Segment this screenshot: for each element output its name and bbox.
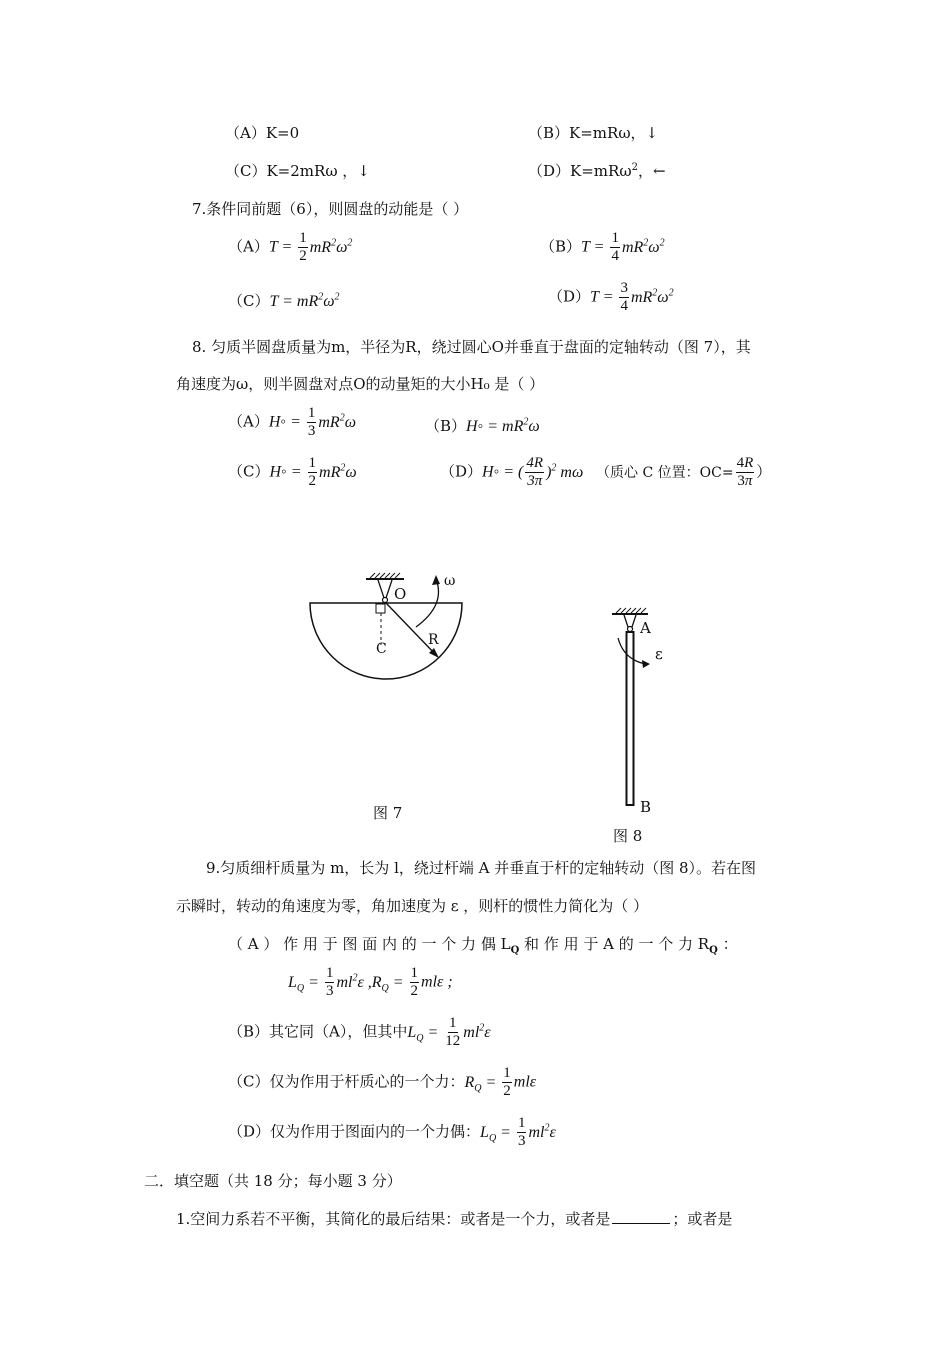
figure-7-label-c: C — [376, 641, 387, 657]
q6-option-a: （A）K=0 — [225, 124, 300, 142]
q9-option-c: （C）仅为作用于杆质心的一个力：$R_Q$ = $\frac{1}{2}$ mlε — [228, 1065, 537, 1099]
q6-option-b: （B）K=mRω，↓ — [528, 124, 659, 142]
q8-option-d: （D）H◦ = ( $\frac{4R}{3\pi}$ )$^2$ mω （质心 C 位置：OC= $\frac{4R}{3\pi}$ ） — [440, 455, 772, 489]
q7-stem: 7.条件同前题（6），则圆盘的动能是（ ） — [192, 200, 469, 218]
figure-7-label-omega: ω — [444, 573, 456, 589]
figure-7-label-o: O — [394, 585, 407, 603]
q9-option-a-text: （ A ） 作 用 于 图 面 内 的 一 个 力 偶 $L_Q$ 和 作 用 于 A 的 一 个 力 $R_Q$ ： — [228, 935, 738, 956]
q9-stem-line2: 示瞬时，转动的角速度为零，角加速度为 ε ，则杆的惯性力简化为（ ） — [176, 897, 649, 915]
q7-option-b: （B）T = $\frac{1}{4}$ $mR^2\omega^2$ — [540, 230, 665, 264]
q8-stem-line2: 角速度为ω，则半圆盘对点O的动量矩的大小H₀ 是（ ） — [176, 375, 545, 393]
q8-option-c: （C）H◦ = $\frac{1}{2}$ $mR^2\omega$ — [228, 455, 357, 489]
q8-option-b: （B）H◦ = $mR^2\omega$ — [425, 416, 540, 435]
figure-8-caption: 图 8 — [613, 827, 643, 845]
section-2-title: 二．填空题（共 18 分；每小题 3 分） — [144, 1172, 402, 1190]
q8-stem-line1: 8. 匀质半圆盘质量为m，半径为R，绕过圆心O并垂直于盘面的定轴转动（图 7），其 — [192, 338, 751, 356]
q9-option-a-formula: $L_Q$ = $\frac{1}{3}$ $ml^2\varepsilon$ $,R_Q$ = $\frac{1}{2}$ mlε ; — [288, 965, 453, 999]
section-2-q1: 1.空间力系若不平衡，其简化的最后结果：或者是一个力，或者是 ；或者是 — [176, 1210, 733, 1228]
figure-8-label-b: B — [640, 798, 652, 816]
q6-option-c: （C）K=2mRω ，↓ — [225, 162, 370, 180]
q6-option-d: （D）K=mRω$^2$，← — [528, 162, 666, 180]
figure-8-diagram — [600, 600, 675, 810]
figure-7-label-r: R — [428, 632, 439, 648]
q9-stem-line1: 9.匀质细杆质量为 m，长为 l，绕过杆端 A 并垂直于杆的定轴转动（图 8）。若在图 — [206, 859, 757, 877]
q7-option-a: （A）T = $\frac{1}{2}$ $mR^2\omega^2$ — [228, 230, 353, 264]
figure-8-label-epsilon: ε — [655, 645, 663, 663]
q9-option-b: （B）其它同（A），但其中$L_Q$ = $\frac{1}{12}$ $ml^2\varepsilon$ — [228, 1015, 491, 1049]
figure-7-caption: 图 7 — [373, 804, 403, 822]
q8-option-a: （A）H◦ = $\frac{1}{3}$ $mR^2\omega$ — [228, 405, 356, 439]
answer-blank[interactable] — [612, 1223, 670, 1224]
q9-option-d: （D）仅为作用于图面内的一个力偶：$L_Q$ = $\frac{1}{3}$ $ml^2\varepsilon$ — [228, 1115, 556, 1149]
figure-8-label-a: A — [640, 619, 651, 637]
q7-option-d: （D）T = $\frac{3}{4}$ $mR^2\omega^2$ — [548, 280, 674, 314]
q7-option-c: $(C)T = mR^2\omega^2$ — [228, 291, 340, 310]
